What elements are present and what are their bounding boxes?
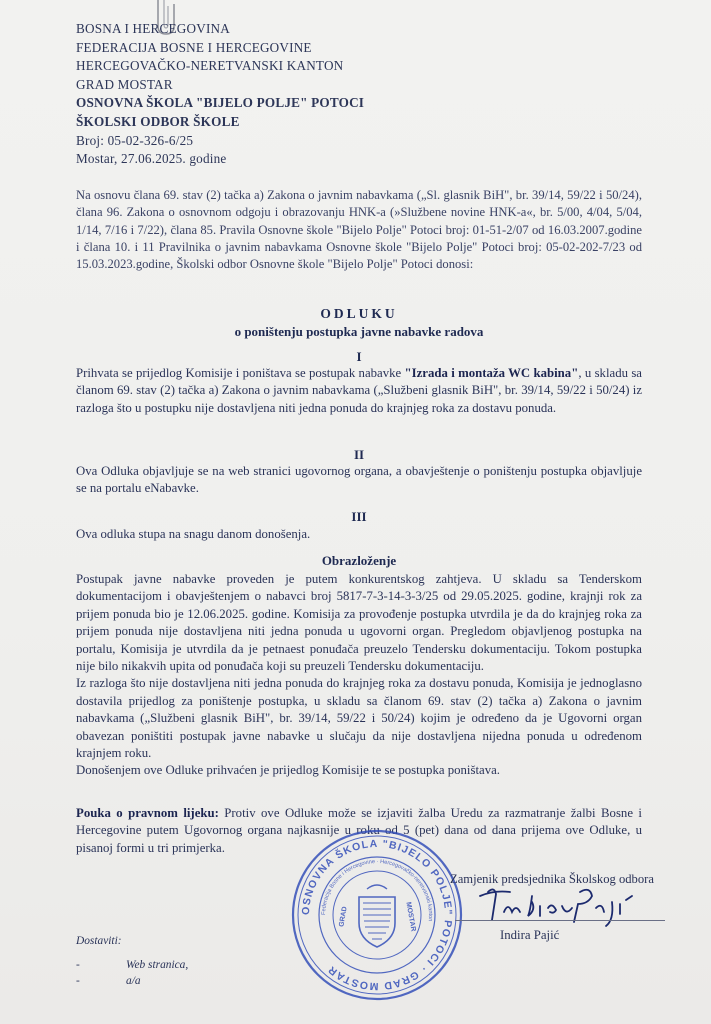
signatory-title: Zamjenik predsjednika Školskog odbora xyxy=(450,872,654,886)
legal-remedy-label: Pouka o pravnom lijeku: xyxy=(76,806,219,820)
document-date: Mostar, 27.06.2025. godine xyxy=(76,151,227,167)
city-line: GRAD MOSTAR xyxy=(76,76,173,92)
svg-text:Federacija Bosne i Hercegovine xyxy=(321,859,433,922)
explanation-p3: Donošenjem ove Odluke prihvaćen je prijedlog Komisije te se postupka poništava. xyxy=(76,763,500,778)
distribution-label: Dostaviti: xyxy=(76,935,122,947)
section-number-2: II xyxy=(353,447,365,462)
explanation-text xyxy=(76,571,642,780)
section-number-3: III xyxy=(351,509,367,524)
explanation-heading: Obrazloženje xyxy=(321,553,397,568)
explanation-p1: Postupak javne nabavke proveden je putem konkurentskog zahtjeva. U skladu sa Tenderskom dokumentacijom i obavještenjem o nabavci broj 5817-7-3-14-3-3/25 od 29.05.2025. godine, krajnji rok za prijem ponuda bio je 12.06.2025. godine. Komisija za provođenje postupka utvrdila je da do krajnjeg roka za prijem ponuda nije dostavljena niti jedna ponuda u ugovorni organ. Pregledom objavljenog postupka na portalu, Komisija je utvrdila da je petnaest ponuđača preuzelo Tendersku dokumentaciju. Tokom postupka nije bilo nikakvih upita od ponuđača koji su preuzeli Tendersku dokumentaciju. xyxy=(76,572,642,674)
document-title: ODLUKU xyxy=(320,306,398,321)
section-2-text: Ova Odluka objavljuje se na web stranici ugovornog organa, a obavještenje o poništenju postupka objavljuje se na portalu eNabavke. xyxy=(76,464,642,496)
school-board: ŠKOLSKI ODBOR ŠKOLE xyxy=(76,113,240,129)
stamp-outer-text: OSNOVNA ŠKOLA "BIJELO POLJE" POTOCI · GRAD MOSTAR xyxy=(299,837,455,993)
official-stamp xyxy=(287,825,467,1005)
handwritten-signature xyxy=(470,882,650,932)
explanation-p2: Iz razloga što nije dostavljena niti jedna ponuda do krajnjeg roka za dostavu ponuda, Komisija je jednoglasno dostavila prijedlog za poništenje postupka, u skladu sa članom 69. stav (2) tačka a) Zakona o javnim nabavkama („Službeni glasnik BiH", br. 39/14, 59/22 i 50/24) kojim je određeno da je Ugovorni organ obavezan poništiti postupak javne nabavke u slučaju da nije dostavljena nijedna ponuda u određenom krajnjem roku. xyxy=(76,676,642,761)
country-line: BOSNA I HERCEGOVINA xyxy=(76,21,230,36)
intro-paragraph: Na osnovu člana 69. stav (2) tačka a) Zakona o javnim nabavkama („Sl. glasnik BiH", br. 39/14, 59/22 i 50/24), člana 96. Zakona o osnovnom odgoju i obrazovanju HNK-a (»Službene novine HNK-a«, br. 5/00, 4/04, 5/04, 1/14, 7/16 i 7/22), člana 85. Pravila Osnovne škole "Bijelo Polje" Potoci broj: 01-51-2/07 od 16.03.2007.godine i člana 10. i 11 Pravilnika o javnim nabavkama Osnovne škole "Bijelo Polje" Potoci broj: 05-02-202-7/23 od 15.03.2023.godine, Školski odbor Osnovne škole "Bijelo Polje" Potoci donosi: xyxy=(76,188,642,272)
stamp-inner-text: Federacija Bosne i Hercegovine · Hercegovačko-neretvanski kanton xyxy=(320,858,434,922)
section-number-1: I xyxy=(356,349,362,364)
letterhead xyxy=(76,20,364,169)
school-name: OSNOVNA ŠKOLA "BIJELO POLJE" POTOCI xyxy=(76,95,365,111)
canton-line: HERCEGOVAČKO-NERETVANSKI KANTON xyxy=(76,58,344,74)
procurement-name: "Izrada i montaža WC kabina" xyxy=(404,366,579,380)
document-subtitle: o poništenju postupka javne nabavke radova xyxy=(234,324,484,339)
signatory-name: Indira Pajić xyxy=(500,928,560,942)
federation-line: FEDERACIJA BOSNE I HERCEGOVINE xyxy=(76,39,312,55)
legal-remedy-text: Protiv ove Odluke može se izjaviti žalba Uredu za razmatranje žalbi Bosne i Hercegovine putem Ugovornog organa najkasnije u roku od 5 (pet) dana od dana prijema ove Odluke, u pisanoj formi u tri primjerka. xyxy=(76,806,642,855)
reference-number: Broj: 05-02-326-6/25 xyxy=(76,132,194,148)
distribution-item: - a/a xyxy=(76,975,141,987)
signature-line xyxy=(455,920,665,921)
stamp-center-right: MOSTAR xyxy=(404,901,417,933)
section-3-text: Ova odluka stupa na snagu danom donošenja. xyxy=(76,527,311,541)
section-1-text: Prihvata se prijedlog Komisije i poništava se postupak nabavke "Izrada i montaža WC kabina", u skladu sa članom 69. stav (2) tačka a) Zakona o javnim nabavkama („Službeni glasnik BiH", br. 39/14, 59/22 i 50/24) iz razloga što u postupku nije dostavljena niti jedna ponuda do krajnjeg roka za dostavu ponuda. xyxy=(76,366,642,415)
stamp-center-left: GRAD xyxy=(338,905,349,928)
distribution-item: - Web stranica, xyxy=(76,959,189,971)
